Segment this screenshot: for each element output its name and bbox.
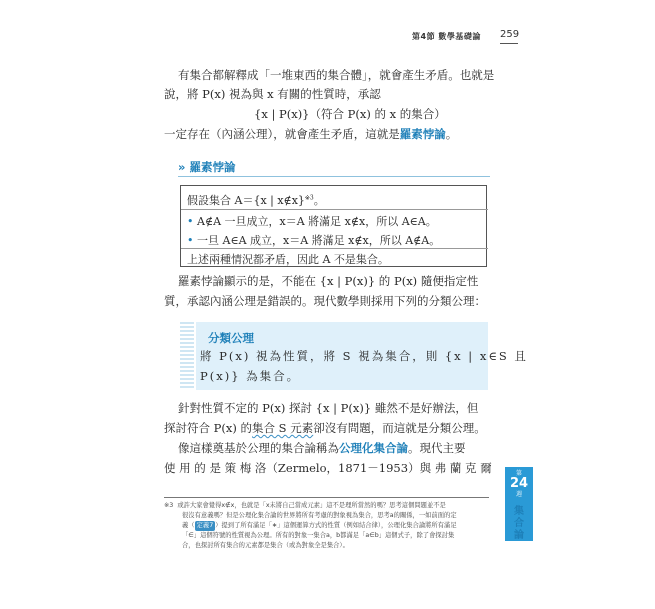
box-line-3-text: 一旦 A∈A 成立，x＝A 將滿足 x∉x，所以 A∉A。 [197,234,441,247]
intro-line-2: 說，將 P(x) 視為與 x 有關的性質時，承認 [164,87,381,101]
week-tab-number: 24 [509,476,529,491]
footnote-line-3-b: ）提到了所有滿足「∗」這個運算方式的性質（例如結合律），公理化集合論將所有滿足 [215,522,457,529]
footnote-line-1-text: 或許大家會覺得x∉x，也就是「x未將自己當成元素」這不是理所當然的嗎？思考這個問題並不是 [177,502,446,509]
week-tab-suffix: 週 [515,491,522,498]
axiomatic-set-theory-term: 公理化集合論 [339,441,408,455]
intro-line-4-text: 一定存在（內涵公理），就會產生矛盾，這就是 [164,127,400,141]
page-number: 259 [500,29,520,40]
box-line-2-text: A∉A 一旦成立，x＝A 將滿足 x∉x，所以 A∈A。 [197,215,437,228]
week-tab-prefix: 第 [515,470,522,477]
para3-line-2-b: 卻沒有問題，而這就是分類公理。 [313,421,486,435]
intro-line-1: 有集合都解釋成「一堆東西的集合體」，就會產生矛盾。也就是 [178,68,495,82]
box-line-2 [187,213,437,229]
chapter-side-label [505,506,533,542]
footnote-line-3 [182,521,457,531]
footnote-mark: ※3 [164,502,174,509]
section-title: 羅素悖論 [189,160,236,174]
axiom-panel-title: 分類公理 [208,331,254,345]
bullet-icon: • [187,234,194,247]
underlined-phrase: 集合 S 元素 [252,421,314,435]
para2-line-2: 質，承認內涵公理是錯誤的。現代數學則採用下列的分類公理： [164,294,486,308]
double-chevron-icon: » [178,160,186,174]
running-header-section: 第4節 數學基礎論 [412,32,481,41]
side-char-1: 集 [514,506,524,517]
section-heading [178,159,235,175]
para2-line-1: 羅素悖論顯示的是，不能在 {x | P(x)} 的 P(x) 隨便指定性 [178,274,479,288]
footnote-line-4: 「∈」這個符號的性質視為公理。所有的對象一集合a，b都滿足「a∈b」這個式子，除了會探討集 [182,532,455,539]
box-line-1-text: 假設集合 A＝{x | x∉x} [187,194,305,207]
footnote-ref: ※3 [304,194,314,202]
panel-stripe [180,322,194,390]
side-char-3: 論 [514,530,524,541]
footnote-line-1 [164,501,446,511]
side-char-2: 合 [514,518,524,529]
box-line-4: 上述兩種情況都矛盾，因此 A 不是集合。 [187,253,389,266]
section-underline [178,176,490,177]
definition-tag: 定義7 [196,522,214,529]
bullet-icon: • [187,215,194,228]
footnote-line-5: 合，也探討所有集合的元素都是集合（或為對象全是集合）。 [182,542,349,549]
header-rule [500,43,518,44]
footnote-line-2: 很沒有意義嗎？但是公理化集合論的世界將所有考慮的對象視為集合，思考a的關係，一如前面的定 [182,512,457,519]
axiom-line-1: 將 P(x) 視為性質，將 S 視為集合，則 {x | x∈S 且 [200,349,528,363]
box-divider-2 [181,248,488,249]
intro-line-4-end: 。 [445,127,458,141]
russell-paradox-term: 羅素悖論 [399,127,446,141]
para3-line-3 [178,441,466,455]
para3-line-3-a: 像這樣奠基於公理的集合論稱為 [178,441,339,455]
axiom-line-2: P(x)} 為集合。 [200,369,301,383]
box-divider-1 [181,209,488,210]
para3-line-1: 針對性質不定的 P(x) 探討 {x | P(x)} 雖然不是好辦法，但 [178,401,479,415]
para3-line-3-b: 。現代主要 [408,441,466,455]
box-line-3 [187,232,440,248]
intro-line-3: {x | P(x)}（符合 P(x) 的 x 的集合） [254,107,446,121]
box-line-1 [187,192,325,208]
intro-line-4 [164,127,457,141]
para3-line-2-a: 探討符合 P(x) 的 [164,421,253,435]
paradox-box [180,185,487,267]
footnote-rule [164,497,489,498]
box-line-1-end: 。 [313,194,325,207]
footnote-line-3-a: 義（ [182,522,195,529]
para3-line-2 [164,421,486,435]
para3-line-4: 使 用 的 是 策 梅 洛（Zermelo，1871－1953）與 弗 蘭 克 爾 [164,461,492,475]
